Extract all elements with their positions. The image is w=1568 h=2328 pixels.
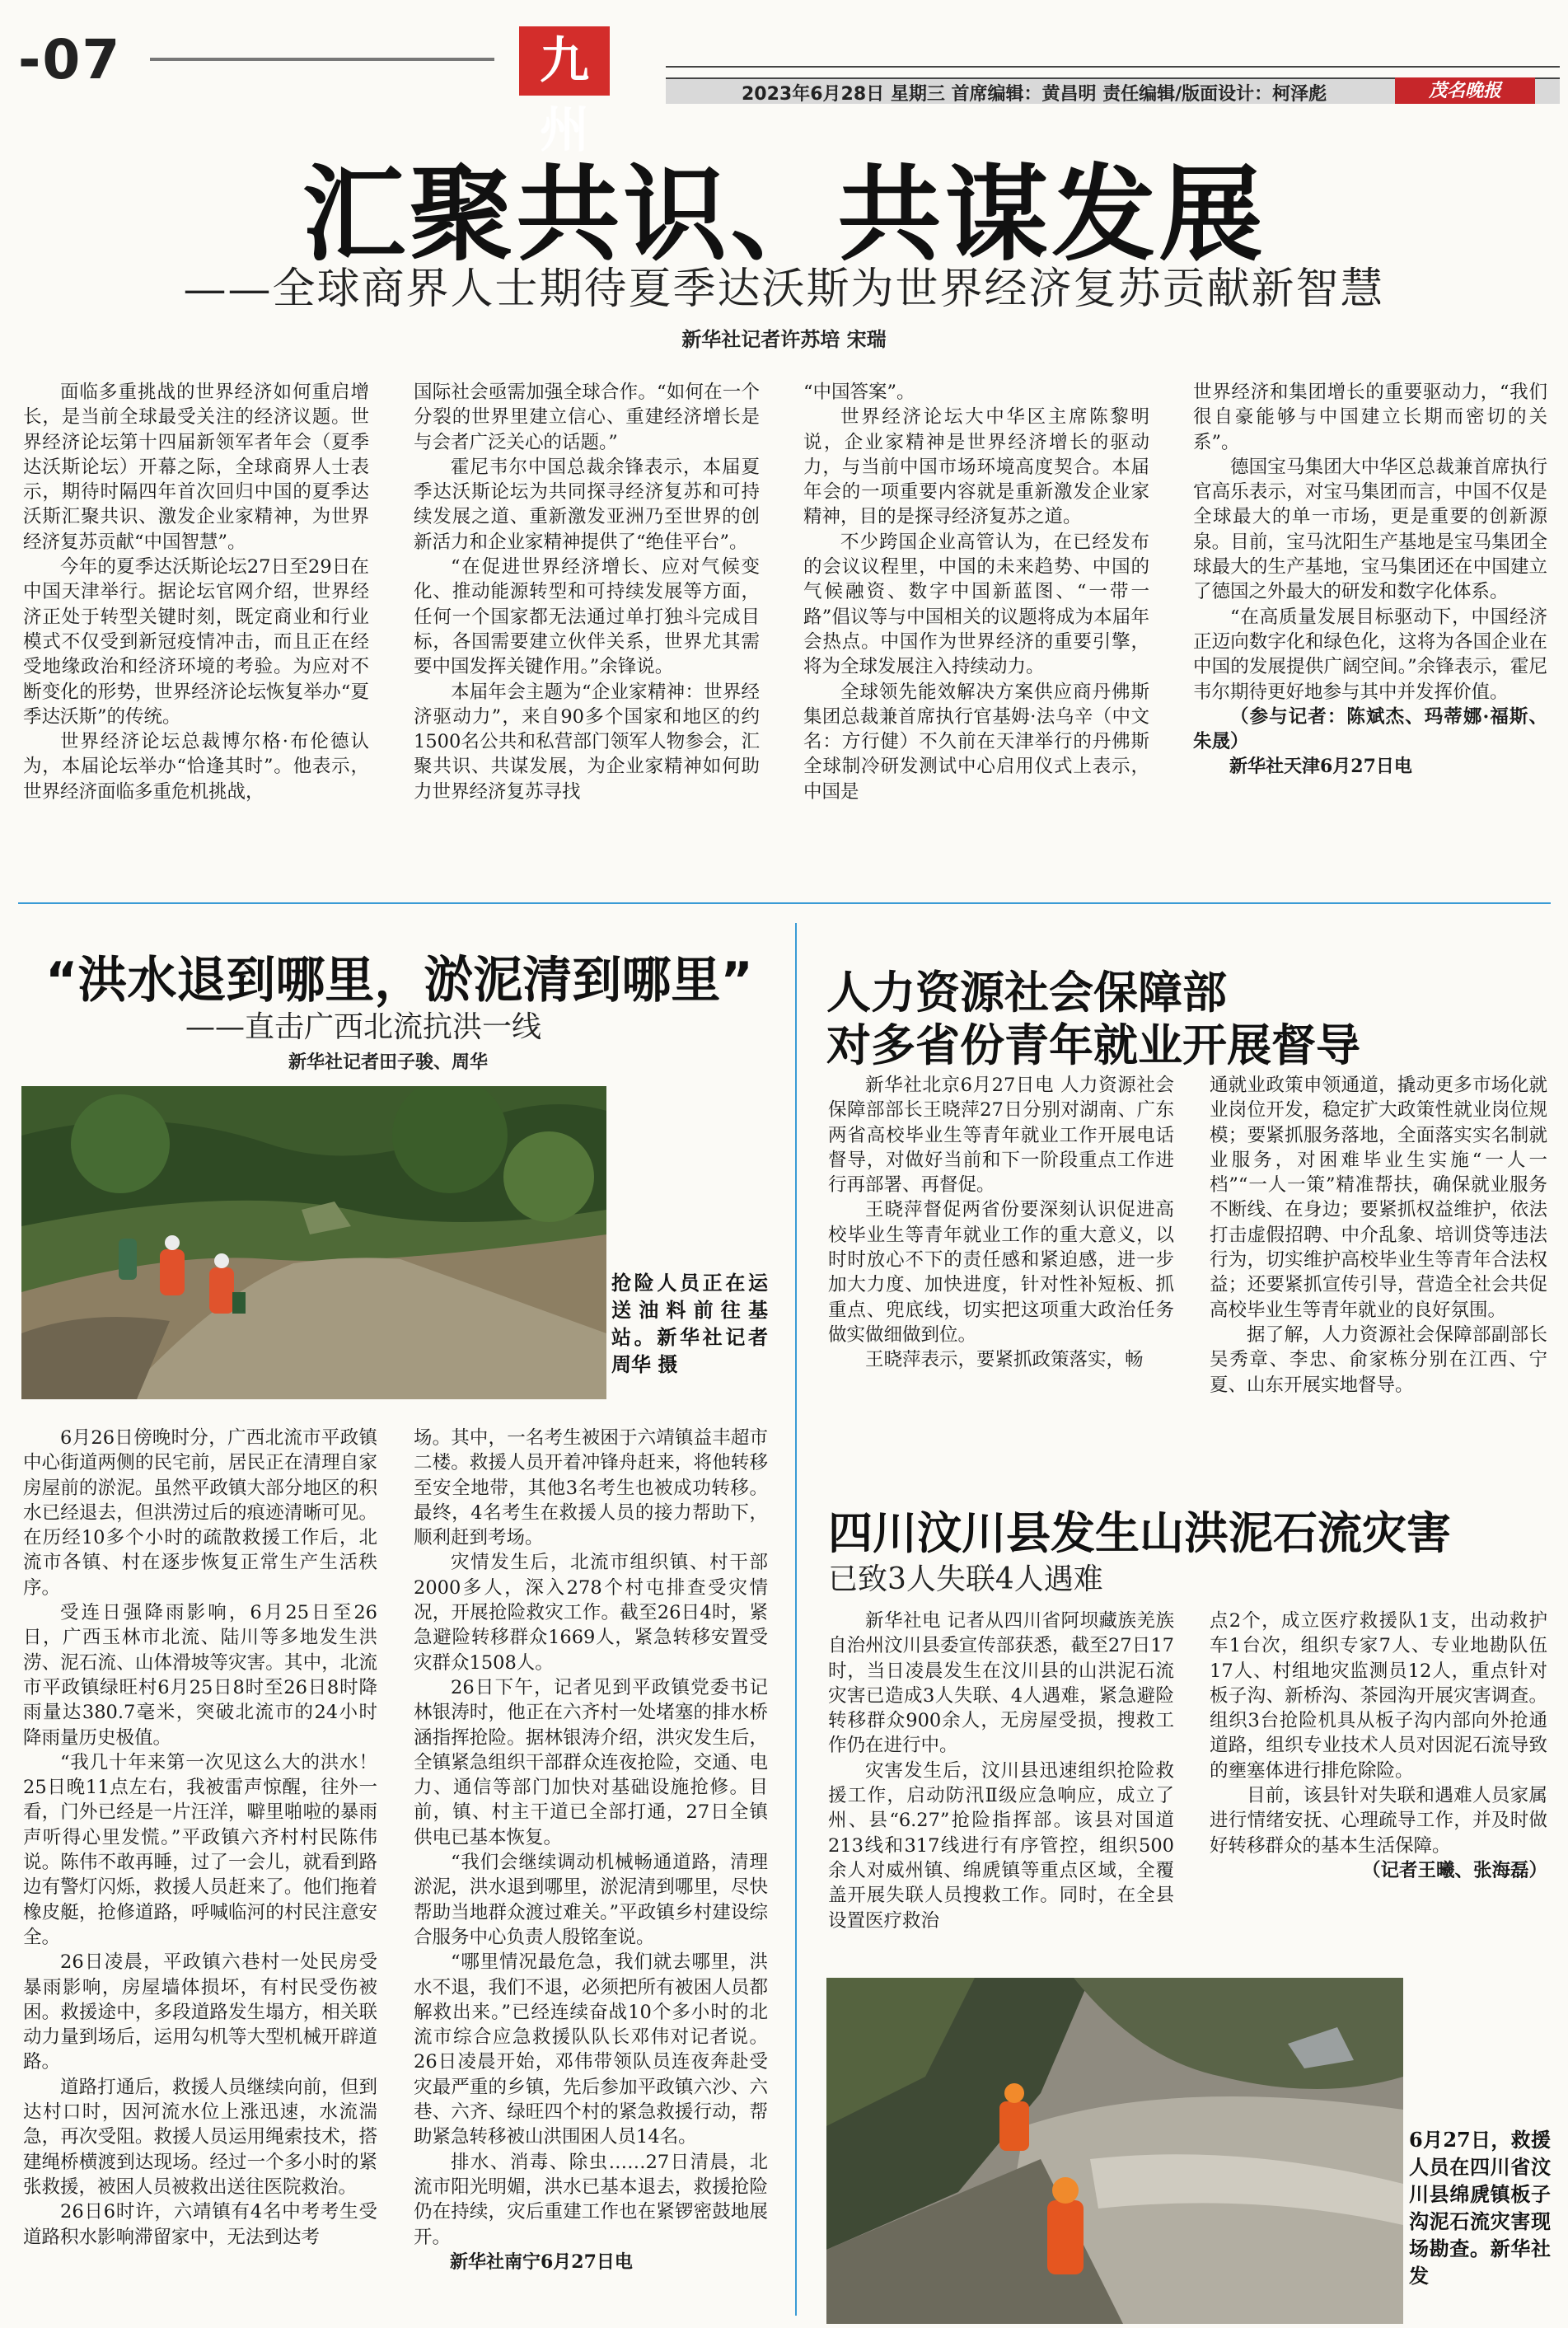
paragraph: 点2个，成立医疗救援队1支，出动救护车1台次，组织专家7人、专业地勘队伍17人、村组地灾监测员12人，重点针对板子沟、新桥沟、茶园沟开展灾害调查。组织3台抢险机具从板子沟内部向外抢通道路，组织专业技术人员对因泥石流导致的壅塞体进行排危除险。 xyxy=(1210,1610,1547,1782)
flood-dateline: 新华社南宁6月27日电 xyxy=(450,2251,633,2273)
wenchuan-subheadline: 已致3人失联4人遇难 xyxy=(828,1562,1103,1596)
masthead-info-line: 2023年6月28日 星期三 首席编辑：黄昌明 责任编辑/版面设计：柯泽彪 xyxy=(742,84,1327,105)
paragraph: 国际社会亟需加强全球合作。“如何在一个分裂的世界里建立信心、重建经济增长是与会者广泛关心的话题。” xyxy=(414,382,760,453)
paragraph: 面临多重挑战的世界经济如何重启增长，是当前全球最受关注的经济议题。世界经济论坛第十四届新领军者年会（夏季达沃斯论坛）开幕之际，全球商界人士表示，期待时隔四年首次回归中国的夏季达沃斯汇聚共识、激发企业家精神，为世界经济复苏贡献“中国智慧”。 xyxy=(23,382,369,553)
jobs-headline-line2: 对多省份青年就业开展督导 xyxy=(826,1019,1360,1071)
flood-photo xyxy=(21,1086,606,1399)
flood-column-1 xyxy=(23,1426,377,2250)
lead-contributors: （参与记者：陈斌杰、玛蒂娜·福斯、朱晟） xyxy=(1193,705,1547,753)
flood-subheadline: ——直击广西北流抗洪一线 xyxy=(185,1010,542,1044)
wenchuan-column-1 xyxy=(828,1609,1174,1933)
paragraph: “中国答案”。 xyxy=(803,382,915,403)
paragraph: 通就业政策申领通道，撬动更多市场化就业岗位开发，稳定扩大政策性就业岗位规模；要紧抓服务落地，全面落实实名制就业服务，对困难毕业生实施“一人一档”“一人一策”精准帮扶，确保就业服务不断线、在身边；要紧抓权益维护，依法打击虚假招聘、中介乱象、培训贷等违法行为，切实维护高校毕业生等青年合法权益；还要紧抓宣传引导，营造全社会共促高校毕业生等青年就业的良好氛围。 xyxy=(1210,1075,1547,1321)
jobs-column-1 xyxy=(828,1073,1174,1373)
flood-photo-caption: 抢险人员正在运送油料前往基站。新华社记者周华 摄 xyxy=(611,1271,768,1376)
paragraph: “在高质量发展目标驱动下，中国经济正迈向数字化和绿色化，这将为各国企业在中国的发展提供广阔空间。”余锋表示，霍尼韦尔期待更好地参与其中并发挥价值。 xyxy=(1193,606,1547,703)
paragraph: “哪里情况最危急，我们就去哪里，洪水不退，我们不退，必须把所有被困人员都解救出来。”已经连续奋战10个多小时的北流市综合应急救援队队长邓伟对记者说。26日凌晨开始，邓伟带领队员连夜奔赴受灾最严重的乡镇，先后参加平政镇六沙、六巷、六齐、绿旺四个村的紧急救援行动，帮助紧急转移被山洪围困人员14名。 xyxy=(414,1951,768,2148)
lead-column-4 xyxy=(1193,380,1547,780)
paragraph: 世界经济和集团增长的重要驱动力，“我们很自豪能够与中国建立长期而密切的关系”。 xyxy=(1193,382,1547,453)
paragraph: 道路打通后，救援人员继续向前，但到达村口时，因河流水位上涨迅速，水流湍急，再次受阻。救援人员运用绳索技术，搭建绳桥横渡到达现场。经过一个多小时的紧张救援，被困人员被救出送往医院救治。 xyxy=(23,2076,377,2198)
column-divider xyxy=(795,923,797,2316)
paragraph: 新华社北京6月27日电 人力资源社会保障部部长王晓萍27日分别对湖南、广东两省高校毕业生等青年就业工作开展电话督导，对做好当前和下一阶段重点工作进行再部署、再督促。 xyxy=(828,1075,1174,1197)
wenchuan-photo-image xyxy=(826,1978,1403,2324)
paragraph: 据了解，人力资源社会保障部副部长吴秀章、李忠、俞家栋分别在江西、宁夏、山东开展实地督导。 xyxy=(1210,1323,1547,1396)
lead-subheadline: ——全球商界人士期待夏季达沃斯为世界经济复苏贡献新智慧 xyxy=(183,265,1385,314)
lead-column-3 xyxy=(803,380,1149,804)
paragraph: 26日下午，记者见到平政镇党委书记林银涛时，他正在六齐村一处堵塞的排水桥涵指挥抢险。据林银涛介绍，洪灾发生后，全镇紧急组织干部群众连夜抢险，交通、电力、通信等部门加快对基础设施抢修。目前，镇、村主干道已全部打通，27日全镇供电已基本恢复。 xyxy=(414,1676,768,1848)
section-label: 九州 xyxy=(519,26,610,96)
paragraph: 26日凌晨，平政镇六巷村一处民房受暴雨影响，房屋墙体损坏，有村民受伤被困。救援途中，多段道路发生塌方，相关联动力量到场后，运用勾机等大型机械开辟道路。 xyxy=(23,1951,377,2073)
paragraph: 不少跨国企业高管认为，在已经发布的会议议程里，中国的未来趋势、中国的气候融资、数字中国新蓝图、“一带一路”倡议等与中国相关的议题将成为本届年会热点。中国作为世界经济的重要引擎，将为全球发展注入持续动力。 xyxy=(803,531,1149,678)
flood-photo-image xyxy=(21,1086,606,1399)
paragraph: 霍尼韦尔中国总裁余锋表示，本届夏季达沃斯论坛为共同探寻经济复苏和可持续发展之道、重新激发亚洲乃至世界的创新活力和企业家精神提供了“绝佳平台”。 xyxy=(414,456,760,553)
section-divider xyxy=(18,902,1551,904)
masthead-rule xyxy=(150,58,494,61)
lead-column-2 xyxy=(414,380,760,804)
masthead-thin-rule xyxy=(666,66,1560,68)
page-number: -07 xyxy=(18,28,122,91)
wenchuan-column-2 xyxy=(1210,1609,1547,1883)
paragraph: “我几十年来第一次见这么大的洪水！25日晚11点左右，我被雷声惊醒，往外一看，门外已经是一片汪洋，噼里啪啦的暴雨声听得心里发慌。”平政镇六齐村村民陈伟说。陈伟不敢再睡，过了一会儿，就看到路边有警灯闪烁，救援人员赶来了。他们拖着橡皮艇，抢修道路，呼喊临河的村民注意安全。 xyxy=(23,1751,377,1948)
lead-dateline: 新华社天津6月27日电 xyxy=(1229,756,1412,778)
flood-headline: “洪水退到哪里，淤泥清到哪里” xyxy=(45,952,753,1009)
paragraph: 排水、消毒、除虫……27日清晨，北流市阳光明媚，洪水已基本退去，救援抢险仍在持续，灾后重建工作也在紧锣密鼓地展开。 xyxy=(414,2151,768,2248)
paragraph: 全球领先能效解决方案供应商丹佛斯集团总裁兼首席执行官基姆·法乌辛（中文名：方行健）不久前在天津举行的丹佛斯全球制冷研发测试中心启用仪式上表示，中国是 xyxy=(803,681,1149,803)
wenchuan-headline: 四川汶川县发生山洪泥石流灾害 xyxy=(828,1507,1451,1559)
wenchuan-photo xyxy=(826,1978,1403,2324)
paragraph: 灾害发生后，汶川县迅速组织抢险救援工作，启动防汛Ⅱ级应急响应，成立了州、县“6.27”抢险指挥部。该县对国道213线和317线进行有序管控，组织500余人对威州镇、绵虒镇等重点区域，全覆盖开展失联人员搜救工作。同时，在全县设置医疗救治 xyxy=(828,1759,1174,1932)
lead-byline: 新华社记者许苏培 宋瑞 xyxy=(681,328,887,351)
jobs-headline-line1: 人力资源社会保障部 xyxy=(826,967,1227,1019)
paragraph: 德国宝马集团大中华区总裁兼首席执行官高乐表示，对宝马集团而言，中国不仅是全球最大的单一市场，更是重要的创新源泉。目前，宝马沈阳生产基地是宝马集团全球最大的生产基地，宝马集团还在中国建立了德国之外最大的研发和数字化体系。 xyxy=(1193,456,1547,603)
lead-column-1 xyxy=(23,380,369,804)
paragraph: 目前，该县针对失联和遇难人员家属进行情绪安抚、心理疏导工作，并及时做好转移群众的基本生活保障。 xyxy=(1210,1785,1547,1857)
lead-headline: 汇聚共识、共谋发展 xyxy=(302,154,1266,275)
flood-column-2 xyxy=(414,1426,768,2274)
flood-byline: 新华社记者田子骏、周华 xyxy=(288,1052,489,1073)
paragraph: “我们会继续调动机械畅通道路，清理淤泥，洪水退到哪里，淤泥清到哪里，尽快帮助当地群众渡过难关。”平政镇乡村建设综合服务中心负责人殷铭奎说。 xyxy=(414,1852,768,1948)
newspaper-logo: 茂名晚报 xyxy=(1395,77,1535,104)
paragraph: “在促进世界经济增长、应对气候变化、推动能源转型和可持续发展等方面，任何一个国家都无法通过单打独斗完成目标，各国需要建立伙伴关系，世界尤其需要中国发挥关键作用。”余锋说。 xyxy=(414,556,760,678)
wenchuan-photo-caption: 6月27日，救援人员在四川省汶川县绵虒镇板子沟泥石流灾害现场勘查。新华社发 xyxy=(1409,2128,1551,2288)
paragraph: 场。其中，一名考生被困于六靖镇益丰超市二楼。救援人员开着冲锋舟赶来，将他转移至安全地带，其他3名考生也被成功转移。最终，4名考生在救援人员的接力帮助下，顺利赶到考场。 xyxy=(414,1427,768,1549)
paragraph: 26日6时许，六靖镇有4名中考考生受道路积水影响滞留家中，无法到达考 xyxy=(23,2201,377,2248)
paragraph: 6月26日傍晚时分，广西北流市平政镇中心街道两侧的民宅前，居民正在清理自家房屋前的淤泥。虽然平政镇大部分地区的积水已经退去，但洪涝过后的痕迹清晰可见。在历经10多个小时的疏散救援工作后，北流市各镇、村在逐步恢复正常生产生活秩序。 xyxy=(23,1427,377,1599)
paragraph: 灾情发生后，北流市组织镇、村干部2000多人，深入278个村屯排查受灾情况，开展抢险救灾工作。截至26日4时，紧急避险转移群众1669人，紧急转移安置受灾群众1508人。 xyxy=(414,1552,768,1674)
jobs-column-2 xyxy=(1210,1073,1547,1398)
paragraph: 王晓萍表示，要紧抓政策落实，畅 xyxy=(865,1349,1144,1371)
paragraph: 受连日强降雨影响，6月25日至26日，广西玉林市北流、陆川等多地发生洪涝、泥石流、山体滑坡等灾害。其中，北流市平政镇绿旺村6月25日8时至26日8时降雨量达380.7毫米，突破北流市的24小时降雨量历史极值。 xyxy=(23,1602,377,1749)
paragraph: 今年的夏季达沃斯论坛27日至29日在中国天津举行。据论坛官网介绍，世界经济正处于转型关键时刻，既定商业和行业模式不仅受到新冠疫情冲击，而且正在经受地缘政治和经济环境的考验。为应对不断变化的形势，世界经济论坛恢复举办“夏季达沃斯”的传统。 xyxy=(23,556,369,728)
paragraph: 王晓萍督促两省份要深刻认识促进高校毕业生等青年就业工作的重大意义，以时时放心不下的责任感和紧迫感，进一步加大力度、加快进度，针对性补短板、抓重点、兜底线，切实把这项重大政治任务做实做细做到位。 xyxy=(828,1199,1174,1346)
paragraph: 世界经济论坛总裁博尔格·布伦德认为，本届论坛举办“恰逢其时”。他表示，世界经济面临多重危机挑战， xyxy=(23,731,369,803)
paragraph: 世界经济论坛大中华区主席陈黎明说，企业家精神是世界经济增长的驱动力，与当前中国市场环境高度契合。本届年会的一项重要内容就是重新激发企业家精神，目的是探寻经济复苏之道。 xyxy=(803,406,1149,528)
paragraph: 新华社电 记者从四川省阿坝藏族羌族自治州汶川县委宣传部获悉，截至27日17时，当日凌晨发生在汶川县的山洪泥石流灾害已造成3人失联、4人遇难，紧急避险转移群众900余人，无房屋受损，搜救工作仍在进行中。 xyxy=(828,1610,1174,1757)
paragraph: 本届年会主题为“企业家精神：世界经济驱动力”，来自90多个国家和地区的约1500名公共和私营部门领军人物参会，汇聚共识、共谋发展，为企业家精神如何助力世界经济复苏寻找 xyxy=(414,681,760,803)
wenchuan-reporters: （记者王曦、张海磊） xyxy=(1361,1859,1547,1881)
